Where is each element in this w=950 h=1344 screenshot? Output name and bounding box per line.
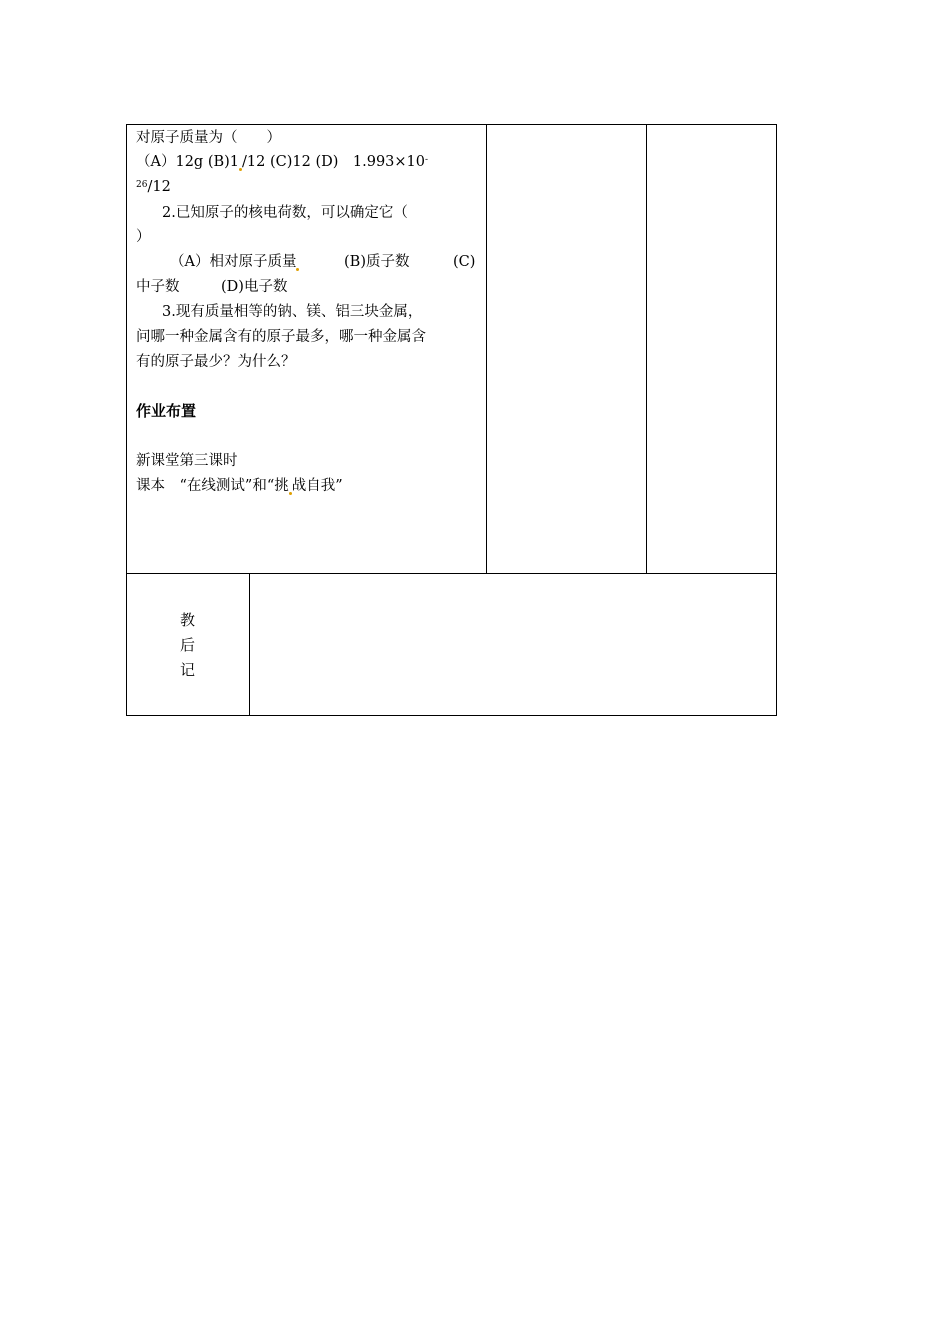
- q1-option-a: （A）12g: [136, 154, 204, 170]
- q1-exponent-line2: 26: [136, 180, 148, 190]
- lesson-table-upper: [126, 124, 777, 574]
- column-divider-2: [646, 124, 647, 574]
- homework-heading: 作业布置: [136, 402, 197, 420]
- q2-option-b: (B)质子数: [344, 254, 410, 270]
- homework-line2: 课本 “在线测试”和“挑 战自我”: [136, 478, 343, 494]
- edit-mark-icon: [296, 268, 299, 271]
- q1-tail: $^{26}$/12: [136, 179, 171, 195]
- reflection-divider: [249, 573, 250, 716]
- q2-option-d: (D)电子数: [221, 279, 288, 295]
- q3-line3: 有的原子最少？为什么？: [136, 354, 296, 370]
- q2-option-a: （A）相对原子质量: [170, 254, 299, 270]
- homework-line1: 新课堂第三课时: [136, 453, 238, 469]
- q1-option-c: (C)12: [269, 154, 311, 170]
- reflection-label-char-3: 记: [180, 661, 196, 679]
- reflection-table: [126, 573, 777, 716]
- q2-option-c: 中子数: [136, 279, 180, 295]
- q1-exponent: -: [425, 155, 429, 165]
- q3-line2: 问哪一种金属含有的原子最多，哪一种金属含: [136, 329, 426, 345]
- q2-options-line1: [170, 253, 299, 271]
- reflection-label-char-2: 后: [180, 636, 196, 654]
- q1-stem-tail: 对原子质量为（ ）: [136, 130, 281, 146]
- reflection-label-char-1: 教: [180, 611, 196, 629]
- q1-option-b: (B)1 /12: [207, 154, 266, 170]
- column-divider-1: [486, 124, 487, 574]
- q2-stem: 2.已知原子的核电荷数，可以确定它（: [162, 205, 408, 221]
- q2-option-c-prefix: (C): [453, 254, 476, 270]
- q2-stem-close: ）: [136, 229, 151, 245]
- q1-option-d: (D) 1.993×10-: [315, 154, 429, 170]
- q3-line1: 3.现有质量相等的钠、镁、铝三块金属，: [162, 304, 423, 320]
- q1-options: [136, 153, 428, 171]
